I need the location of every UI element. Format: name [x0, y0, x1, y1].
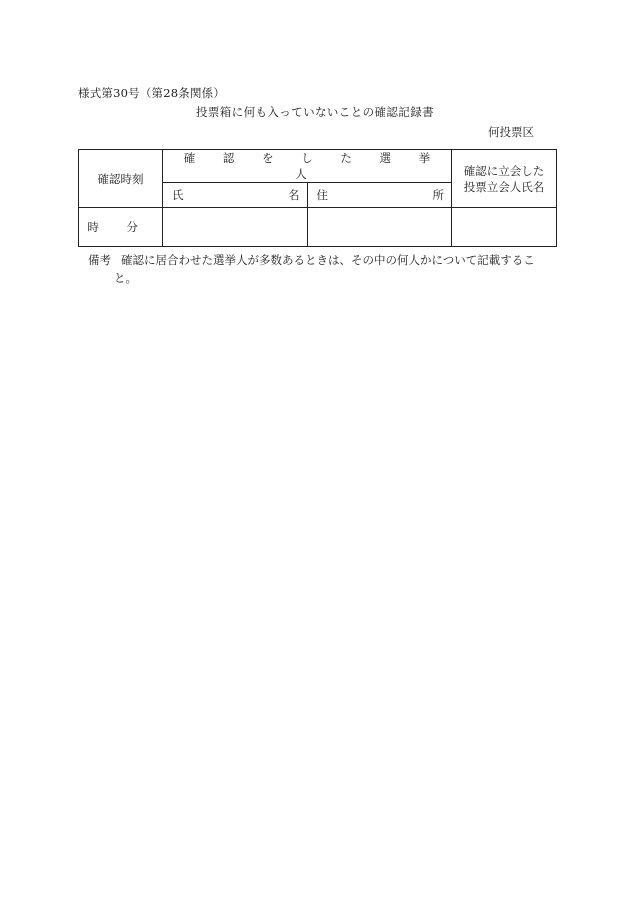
table-entry-row: [79, 208, 557, 247]
table-header-row: [79, 150, 557, 183]
form-number: 様式第30号（第28条関係）: [78, 86, 226, 100]
document-title: 投票箱に何も入っていないことの確認記録書: [196, 105, 434, 119]
remarks-line2: と。: [114, 271, 137, 285]
header-witness-line1: 確認に立会した: [463, 163, 545, 178]
entry-time-text: 時 分: [87, 220, 150, 234]
entry-time-cell[interactable]: [79, 208, 163, 247]
header-witness-name: [452, 150, 557, 208]
subheader-name-right: 名: [288, 188, 300, 202]
entry-witness-cell[interactable]: [452, 208, 557, 247]
record-table: [78, 149, 557, 247]
entry-address-cell[interactable]: [307, 208, 452, 247]
remarks-label: 備考: [88, 253, 111, 267]
subheader-name-left: 氏: [172, 188, 184, 202]
district-label: 何投票区: [488, 125, 534, 139]
subheader-address-left: 住: [316, 188, 328, 202]
subheader-name: [163, 183, 308, 208]
subheader-address-right: 所: [432, 188, 444, 202]
subheader-address: [307, 183, 452, 208]
remarks-note: [88, 250, 563, 270]
header-confirming-voter-text: 確 認 を し た 選 挙 人: [183, 151, 443, 181]
header-witness-line2: 投票立会人氏名: [463, 179, 545, 194]
entry-name-cell[interactable]: [163, 208, 308, 247]
header-confirm-time: 確認時刻: [79, 150, 163, 208]
remarks-line1: 確認に居合わせた選挙人が多数あるときは、その中の何人かについて記載するこ: [121, 253, 535, 267]
header-confirming-voter: [163, 150, 452, 183]
